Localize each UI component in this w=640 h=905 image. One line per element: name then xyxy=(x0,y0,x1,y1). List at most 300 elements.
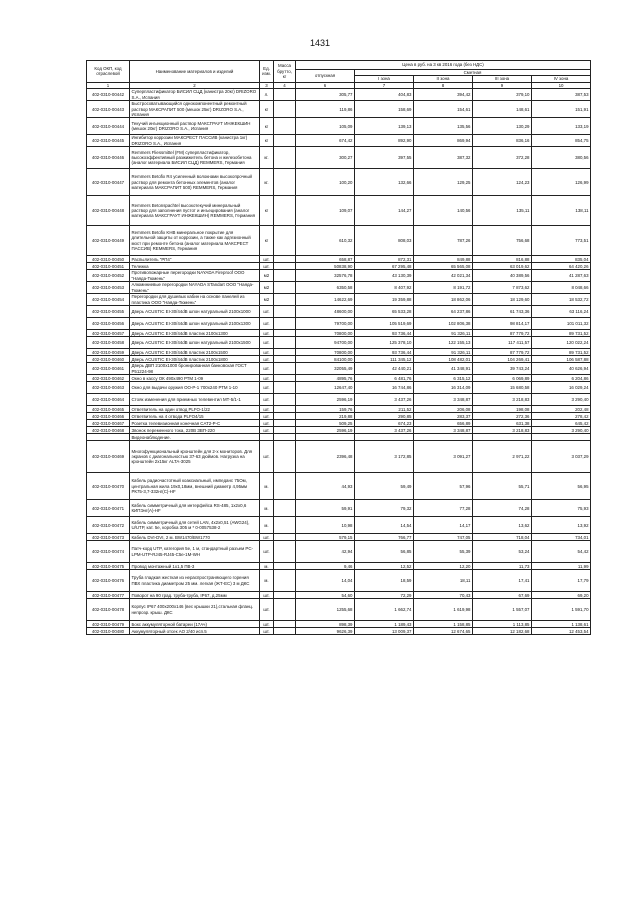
row-zone2-price: 42 021,34 xyxy=(414,270,473,282)
row-name: Дверь ДВП 2100х1000 бронированная банковская ГОСТ Р51224-98 xyxy=(130,363,260,375)
row-code: 402-0310-00465 xyxy=(87,406,130,413)
row-unit: шт. xyxy=(260,599,274,621)
row-release-price: 32576,78 xyxy=(296,270,355,282)
table-row xyxy=(87,473,591,500)
row-zone4-price: 89 731,52 xyxy=(532,330,591,337)
row-zone4-price: 17,79 xyxy=(532,570,591,592)
row-zone1-price: 139,13 xyxy=(355,118,414,135)
table-row xyxy=(87,413,591,420)
row-zone3-price: 7 873,62 xyxy=(473,282,532,294)
row-mass xyxy=(274,135,296,147)
row-name: Аккумуляторный отсек АО 2/40 исп.5 xyxy=(130,628,260,635)
row-unit xyxy=(260,434,274,441)
row-release-price: 898,39 xyxy=(296,621,355,628)
row-mass xyxy=(274,427,296,434)
row-zone1-price: 12,52 xyxy=(355,563,414,570)
row-zone1-price: 766,77 xyxy=(355,534,414,541)
row-name: Дверь ACUSTIC EI-30/44dB пластик 2100х1800 xyxy=(130,356,260,363)
row-zone1-price: 42 440,21 xyxy=(355,363,414,375)
row-unit: шт. xyxy=(260,330,274,337)
row-zone3-price: 13,62 xyxy=(473,517,532,534)
row-release-price: 9,46 xyxy=(296,563,355,570)
row-code: 402-0310-00445 xyxy=(87,135,130,147)
row-name: Кабель симметричный для сетей LAN, 4х2х0,51 (AWG24), U/UTP, кат. 5е, коробка 305 м * 0-0057538-2 xyxy=(130,517,260,534)
row-code: 402-0310-00462 xyxy=(87,375,130,382)
table-row xyxy=(87,394,591,406)
table-row xyxy=(87,282,591,294)
row-release-price: 9626,39 xyxy=(296,628,355,635)
row-zone1-price: 8 407,92 xyxy=(355,282,414,294)
row-name: Ингибитор коррозии МАКСРЕСТ ПАССИВ (канистра 1кг) DRIZORO S.A., Испания xyxy=(130,135,260,147)
table-row xyxy=(87,500,591,517)
header-code: Код ОКП, код отраслевой xyxy=(87,61,130,83)
row-unit: шт. xyxy=(260,413,274,420)
row-zone3-price: 2 971,22 xyxy=(473,441,532,473)
table-row xyxy=(87,427,591,434)
row-unit: шт. xyxy=(260,394,274,406)
table-row xyxy=(87,382,591,394)
row-code: 402-0310-00477 xyxy=(87,592,130,599)
row-zone2-price: 55,39 xyxy=(414,541,473,563)
row-zone3-price: 148,61 xyxy=(473,101,532,118)
row-zone1-price: 3 437,26 xyxy=(355,394,414,406)
row-zone1-price: 6 481,76 xyxy=(355,375,414,382)
header-name: Наименование материалов и изделий xyxy=(130,61,260,83)
row-release-price: 4895,76 xyxy=(296,375,355,382)
row-unit: шт. xyxy=(260,256,274,263)
row-release-price: 59,91 xyxy=(296,500,355,517)
row-unit: кг xyxy=(260,226,274,256)
header-release: отпускная xyxy=(296,70,355,83)
row-unit: кг. xyxy=(260,169,274,196)
row-zone1-price: 211,52 xyxy=(355,406,414,413)
table-row xyxy=(87,263,591,270)
row-zone3-price: 11,73 xyxy=(473,563,532,570)
row-mass xyxy=(274,534,296,541)
row-unit: м2 xyxy=(260,282,274,294)
row-unit: кг xyxy=(260,196,274,226)
row-zone1-price: 290,85 xyxy=(355,413,414,420)
row-zone4-price xyxy=(532,434,591,441)
row-zone3-price: 18 129,60 xyxy=(473,294,532,306)
row-unit: м. xyxy=(260,500,274,517)
row-zone4-price: 278,42 xyxy=(532,413,591,420)
price-table xyxy=(86,60,591,635)
row-mass xyxy=(274,375,296,382)
row-zone2-price: 12 674,65 xyxy=(414,628,473,635)
row-code: 402-0310-00450 xyxy=(87,256,130,263)
table-row xyxy=(87,517,591,534)
row-name: Алюминиевые перегородки NAYADA STandart ООО "Наяда-Тюмень" xyxy=(130,282,260,294)
row-mass xyxy=(274,563,296,570)
table-row xyxy=(87,363,591,375)
row-zone2-price: 64 237,86 xyxy=(414,306,473,318)
row-unit: шт. xyxy=(260,621,274,628)
row-name: Противопожарные перегородки NAYADA Fireproof ООО "Наяда-Тюмень" xyxy=(130,270,260,282)
table-row xyxy=(87,406,591,413)
row-unit: кг xyxy=(260,101,274,118)
row-name: Тележка xyxy=(130,263,260,270)
row-zone3-price: 98 814,17 xyxy=(473,318,532,330)
row-zone1-price: 16 744,86 xyxy=(355,382,414,394)
row-release-price: 1255,68 xyxy=(296,599,355,621)
row-code: 402-0310-00461 xyxy=(87,363,130,375)
row-zone1-price: 79,32 xyxy=(355,500,414,517)
row-code: 402-0310-00457 xyxy=(87,330,130,337)
row-zone3-price: 718,04 xyxy=(473,534,532,541)
row-code: 402-0310-00449 xyxy=(87,226,130,256)
col-number: 1 xyxy=(87,82,130,88)
row-zone4-price: 69,20 xyxy=(532,592,591,599)
row-zone4-price: 645,42 xyxy=(532,420,591,427)
row-zone3-price: 379,10 xyxy=(473,89,532,101)
row-release-price: 610,32 xyxy=(296,226,355,256)
row-unit: кг xyxy=(260,118,274,135)
row-code: 402-0310-00458 xyxy=(87,337,130,349)
row-code: 402-0310-00466 xyxy=(87,413,130,420)
row-code: 402-0310-00446 xyxy=(87,147,130,169)
row-unit: шт. xyxy=(260,592,274,599)
row-zone1-price: 808,03 xyxy=(355,226,414,256)
row-name: Стояк изменения для приемных телевентил МТ-5/1-1 xyxy=(130,394,260,406)
row-mass xyxy=(274,337,296,349)
row-release-price: 79700,00 xyxy=(296,318,355,330)
row-zone3-price: 631,38 xyxy=(473,420,532,427)
row-mass xyxy=(274,473,296,500)
row-zone4-price: 387,53 xyxy=(532,89,591,101)
row-unit: м. xyxy=(260,473,274,500)
table-row xyxy=(87,196,591,226)
row-mass xyxy=(274,500,296,517)
table-row xyxy=(87,534,591,541)
row-zone3-price: 63 019,62 xyxy=(473,263,532,270)
row-unit: шт. xyxy=(260,441,274,473)
row-zone3-price: 17,41 xyxy=(473,570,532,592)
row-zone1-price: 397,55 xyxy=(355,147,414,169)
row-release-price: 94700,00 xyxy=(296,337,355,349)
table-row xyxy=(87,599,591,621)
row-unit: м2 xyxy=(260,294,274,306)
row-zone3-price xyxy=(473,434,532,441)
row-zone2-price: 65 565,08 xyxy=(414,263,473,270)
row-zone3-price: 1 113,85 xyxy=(473,621,532,628)
row-zone3-price: 372,28 xyxy=(473,147,532,169)
row-zone3-price: 15 680,58 xyxy=(473,382,532,394)
row-zone3-price: 61 743,36 xyxy=(473,306,532,318)
row-unit: кг. xyxy=(260,147,274,169)
row-zone2-price: 656,89 xyxy=(414,420,473,427)
table-row xyxy=(87,330,591,337)
row-unit: шт. xyxy=(260,628,274,635)
row-code: 402-0310-00464 xyxy=(87,394,130,406)
col-number: 10 xyxy=(532,82,591,88)
row-zone3-price: 55,71 xyxy=(473,473,532,500)
row-name: Окно для выдачи оружия ОО-Р-1 700х240 РТМ 1-10 xyxy=(130,382,260,394)
row-zone3-price: 104 269,41 xyxy=(473,356,532,363)
row-zone1-price: 65 533,28 xyxy=(355,306,414,318)
table-row xyxy=(87,356,591,363)
row-release-price: 42,94 xyxy=(296,541,355,563)
row-zone4-price: 3 290,40 xyxy=(532,394,591,406)
row-zone2-price: 206,08 xyxy=(414,406,473,413)
row-mass xyxy=(274,330,296,337)
row-zone2-price: 18 862,06 xyxy=(414,294,473,306)
row-code: 402-0310-00453 xyxy=(87,282,130,294)
row-zone3-price: 836,16 xyxy=(473,135,532,147)
row-mass xyxy=(274,306,296,318)
row-zone4-price: 3 037,29 xyxy=(532,441,591,473)
row-zone2-price: 77,28 xyxy=(414,500,473,517)
row-code: 402-0310-00455 xyxy=(87,306,130,318)
row-zone1-price: 93 736,44 xyxy=(355,349,414,356)
row-zone4-price: 773,51 xyxy=(532,226,591,256)
row-release-price: 105,09 xyxy=(296,118,355,135)
row-zone4-price: 133,19 xyxy=(532,118,591,135)
row-zone2-price: 394,42 xyxy=(414,89,473,101)
row-zone4-price: 18 532,72 xyxy=(532,294,591,306)
row-name: Remmers Fliessmittel (FM) суперпластификатор, высокоэффективный разжижитель бетона и железобетона (аналог материала БИСИЛ СЦД) REMMERS, Германия xyxy=(130,147,260,169)
row-mass xyxy=(274,169,296,196)
row-zone2-price: 41 348,91 xyxy=(414,363,473,375)
row-zone4-price: 854,75 xyxy=(532,135,591,147)
table-row xyxy=(87,628,591,635)
row-zone1-price: 18,59 xyxy=(355,570,414,592)
row-mass xyxy=(274,420,296,427)
row-code: 402-0310-00451 xyxy=(87,263,130,270)
row-code: 402-0310-00480 xyxy=(87,628,130,635)
row-code: 402-0310-00448 xyxy=(87,196,130,226)
table-row xyxy=(87,101,591,118)
row-zone4-price: 56,95 xyxy=(532,473,591,500)
table-row xyxy=(87,318,591,330)
row-zone2-price: 1 158,85 xyxy=(414,621,473,628)
row-code: 402-0310-00478 xyxy=(87,599,130,621)
row-unit: шт. xyxy=(260,337,274,349)
row-zone4-price: 3 290,40 xyxy=(532,427,591,434)
row-mass xyxy=(274,263,296,270)
col-number: 9 xyxy=(473,82,532,88)
row-zone1-price: 3 437,26 xyxy=(355,427,414,434)
row-name: Звонок переменного тока, 220В ЗВП-220 xyxy=(130,427,260,434)
table-row xyxy=(87,337,591,349)
row-mass xyxy=(274,270,296,282)
row-unit: шт. xyxy=(260,375,274,382)
row-name: Многофункциональный кронштейн для 2-х мониторов. Для экранов с диагональностью 37-63 дюймов. Нагрузка на кронштейн 2х15кг ALTA-3025 xyxy=(130,441,260,473)
col-number: 2 xyxy=(130,82,260,88)
row-mass xyxy=(274,101,296,118)
row-unit: л. xyxy=(260,89,274,101)
row-zone3-price: 1 557,07 xyxy=(473,599,532,621)
row-name: Remmers Betofix R4 усиленный волокнами высокопрочный раствор для ремонта бетонных элементов (аналог материала МАКСРАПИТ 500) REMMERS, Германия xyxy=(130,169,260,196)
row-name: Remmers Betofix KHB минеральное покрытие для длительной защиты от коррозии, а также как адгезионный мост при ремонте бетона (аналог материала МАКСРЕСТ ПАССИВ) REMMERS, Германия xyxy=(130,226,260,256)
table-row xyxy=(87,420,591,427)
row-zone2-price: 787,26 xyxy=(414,226,473,256)
row-unit: м2 xyxy=(260,270,274,282)
row-zone4-price: 54,42 xyxy=(532,541,591,563)
row-zone4-price: 64 420,26 xyxy=(532,263,591,270)
row-zone3-price: 12 182,68 xyxy=(473,628,532,635)
row-name: Суперпластификатор БИСИЛ СЦД (канистра 20кг) DRIZORO S.A., Испания xyxy=(130,89,260,101)
row-code: 402-0310-00452 xyxy=(87,270,130,282)
row-name: Ответвитель на один отвод PLFO-1/22 xyxy=(130,406,260,413)
row-zone1-price: 19 359,88 xyxy=(355,294,414,306)
row-zone3-price: 53,24 xyxy=(473,541,532,563)
row-zone2-price: 3 091,27 xyxy=(414,441,473,473)
row-name: Кабель радиочастотный коаксиальный, импеданс 75Ом, центральная жила 19х0,18мм, внешний диаметр 4,95мм РК75-3,7-332нг(С)-HF xyxy=(130,473,260,500)
row-zone1-price: 158,69 xyxy=(355,101,414,118)
row-release-price: 6350,58 xyxy=(296,282,355,294)
row-unit: шт. xyxy=(260,306,274,318)
col-number: 4 xyxy=(274,82,296,88)
row-name: Текучий инъекционный раствор МАКСГРАУТ ИНЖЕКШИН (мешок 20кг) DRIZORO S.A., Испания xyxy=(130,118,260,135)
row-code: 402-0310-00471 xyxy=(87,500,130,517)
row-zone4-price: 380,56 xyxy=(532,147,591,169)
row-zone4-price: 151,91 xyxy=(532,101,591,118)
row-release-price: 509,25 xyxy=(296,420,355,427)
row-zone1-price: 105 519,69 xyxy=(355,318,414,330)
row-zone4-price: 13,92 xyxy=(532,517,591,534)
row-zone3-price: 130,29 xyxy=(473,118,532,135)
row-code: 402-0310-00442 xyxy=(87,89,130,101)
row-release-price: 300,27 xyxy=(296,147,355,169)
row-zone3-price: 124,23 xyxy=(473,169,532,196)
row-zone1-price: 1 662,74 xyxy=(355,599,414,621)
row-zone3-price: 756,68 xyxy=(473,226,532,256)
row-zone1-price: 674,23 xyxy=(355,420,414,427)
row-zone1-price xyxy=(355,434,414,441)
row-zone2-price: 16 314,09 xyxy=(414,382,473,394)
row-zone2-price: 8 191,72 xyxy=(414,282,473,294)
row-zone4-price: 11,99 xyxy=(532,563,591,570)
row-name: Распылитель "РП4" xyxy=(130,256,260,263)
table-row xyxy=(87,226,591,256)
row-release-price: 70800,00 xyxy=(296,330,355,337)
table-row xyxy=(87,541,591,563)
row-mass xyxy=(274,256,296,263)
row-name: Провод монтажный 1х1,5 ПВ-3 xyxy=(130,563,260,570)
row-release-price: 2596,19 xyxy=(296,427,355,434)
row-zone1-price: 872,31 xyxy=(355,256,414,263)
row-zone4-price: 120 022,24 xyxy=(532,337,591,349)
row-mass xyxy=(274,382,296,394)
row-zone2-price: 154,61 xyxy=(414,101,473,118)
table-row xyxy=(87,592,591,599)
row-zone2-price: 135,56 xyxy=(414,118,473,135)
row-unit: шт. xyxy=(260,356,274,363)
header-unit: Ед. изм. xyxy=(260,61,274,83)
row-zone4-price: 16 029,24 xyxy=(532,382,591,394)
row-mass xyxy=(274,196,296,226)
row-unit: шт. xyxy=(260,263,274,270)
row-zone3-price: 135,11 xyxy=(473,196,532,226)
row-zone2-price: 91 326,11 xyxy=(414,330,473,337)
row-unit: кг xyxy=(260,135,274,147)
table-row xyxy=(87,434,591,441)
row-zone3-price: 40 389,56 xyxy=(473,270,532,282)
row-zone1-price: 43 130,39 xyxy=(355,270,414,282)
row-zone2-price: 747,05 xyxy=(414,534,473,541)
row-code: 402-0310-00443 xyxy=(87,101,130,118)
row-zone1-price: 93 736,44 xyxy=(355,330,414,337)
row-code: 402-0310-00456 xyxy=(87,318,130,330)
row-zone3-price: 272,36 xyxy=(473,413,532,420)
row-zone2-price: 70,43 xyxy=(414,592,473,599)
table-row xyxy=(87,563,591,570)
row-zone2-price: 869,94 xyxy=(414,135,473,147)
row-unit: шт. xyxy=(260,406,274,413)
table-body xyxy=(87,89,591,635)
row-unit: шт. xyxy=(260,427,274,434)
row-code: 402-0310-00475 xyxy=(87,563,130,570)
row-release-price: 10,98 xyxy=(296,517,355,534)
row-unit: шт. xyxy=(260,349,274,356)
table-row xyxy=(87,270,591,282)
row-code: 402-0310-00476 xyxy=(87,570,130,592)
table-row xyxy=(87,621,591,628)
row-zone4-price: 835,04 xyxy=(532,256,591,263)
row-zone1-price: 132,66 xyxy=(355,169,414,196)
row-release-price: 305,77 xyxy=(296,89,355,101)
row-zone1-price: 72,29 xyxy=(355,592,414,599)
col-number: 3 xyxy=(260,82,274,88)
row-zone4-price: 202,48 xyxy=(532,406,591,413)
row-mass xyxy=(274,294,296,306)
table-row xyxy=(87,147,591,169)
row-name: Окно в кассу ОК 490х490 РТМ 1-09 xyxy=(130,375,260,382)
header-zone-1: I зона xyxy=(355,76,414,82)
row-mass xyxy=(274,282,296,294)
row-zone4-price: 75,93 xyxy=(532,500,591,517)
row-unit: шт. xyxy=(260,420,274,427)
row-zone3-price: 67,69 xyxy=(473,592,532,599)
header-mass: Масса брутто, кг xyxy=(274,61,296,83)
row-unit: шт. xyxy=(260,541,274,563)
row-zone1-price: 59,49 xyxy=(355,473,414,500)
row-release-price xyxy=(296,434,355,441)
row-mass xyxy=(274,621,296,628)
row-unit: м. xyxy=(260,563,274,570)
header-zone-2: II зона xyxy=(414,76,473,82)
row-code: 402-0310-00479 xyxy=(87,621,130,628)
row-release-price: 44,93 xyxy=(296,473,355,500)
row-name: Дверь ACUSTIC EI-30/44dB шпон натуральный 2100х1500 xyxy=(130,337,260,349)
row-code: 402-0310-00474 xyxy=(87,541,130,563)
table-row xyxy=(87,135,591,147)
table-row xyxy=(87,256,591,263)
row-release-price: 159,76 xyxy=(296,406,355,413)
row-zone4-price: 6 204,86 xyxy=(532,375,591,382)
row-release-price: 70800,00 xyxy=(296,349,355,356)
row-zone1-price: 56,85 xyxy=(355,541,414,563)
row-release-price: 2596,19 xyxy=(296,394,355,406)
row-mass xyxy=(274,406,296,413)
row-zone3-price: 816,88 xyxy=(473,256,532,263)
table-row xyxy=(87,349,591,356)
row-name: Дверь ACUSTIC EI-30/44dB пластик 2100х1500 xyxy=(130,349,260,356)
row-release-price: 100,20 xyxy=(296,169,355,196)
row-zone4-price: 126,99 xyxy=(532,169,591,196)
row-mass xyxy=(274,599,296,621)
row-zone4-price: 138,11 xyxy=(532,196,591,226)
table-row xyxy=(87,118,591,135)
row-mass xyxy=(274,628,296,635)
row-unit: м. xyxy=(260,517,274,534)
row-zone4-price: 40 626,94 xyxy=(532,363,591,375)
row-release-price: 50838,90 xyxy=(296,263,355,270)
row-release-price: 12647,40 xyxy=(296,382,355,394)
row-zone3-price: 117 411,57 xyxy=(473,337,532,349)
row-code xyxy=(87,434,130,441)
